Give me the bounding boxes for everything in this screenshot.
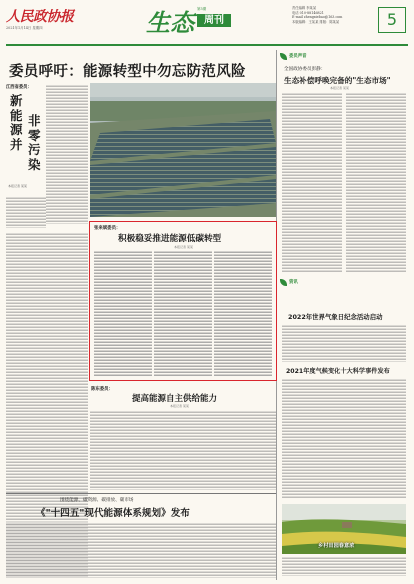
news-brief [280,278,408,578]
feature-title: 积极稳妥推进能源低碳转型 [118,234,222,244]
title-char: 零 [28,127,41,143]
bottom-title: 《"十四五"现代能源体系规划》发布 [36,508,190,519]
masthead [0,0,414,44]
news-item2-title: 2021年度气候变化十大科学事件发布 [286,368,390,375]
page-number: 5 [378,7,406,33]
title-char: 新 [10,93,23,108]
voices-badge-label: 委员声音 [289,54,307,59]
section-badge: 第5期 [197,7,207,11]
photo-caption-text [282,556,406,576]
editor-line: 电话 010-88146821 [292,10,324,15]
editor-line: E-mail zhengxiebao@163.com [292,15,343,19]
right-body-col-2 [346,92,406,272]
news-leaf-icon [280,279,287,286]
left-vertical-title-2 [28,114,42,172]
title-char: 源 [10,122,23,137]
left-kicker: 江西省委员： [6,85,32,90]
bottom-body [6,522,276,578]
feature-kicker: 张来斌委员： [94,226,121,231]
middle-body [90,410,276,490]
left-body-text [46,84,88,224]
photo-caption: 乡村田园春意浓 [318,543,355,549]
editor-line: 本版编辑：王某某 排版：陈某某 [292,19,340,24]
badge-leaf-icon [280,53,287,60]
title-char: 能 [10,107,23,123]
editor-line: 责任编辑 李某某 [292,6,317,10]
right-kicker: 全国政协委员彭静： [284,67,326,72]
news-item1-body [282,324,406,362]
title-char: 污 [28,142,41,157]
left-vertical-title [10,94,24,152]
news-badge-label: 资讯 [289,280,298,285]
feature-body-col-1 [94,250,152,376]
solar-farm-illustration [90,83,276,217]
feature-byline: 本报记者 某某 [174,245,193,249]
left-byline: 本报记者 某某 [8,184,27,188]
title-char: 并 [10,136,23,152]
field-photo [282,504,406,554]
feature-body-col-3 [214,250,272,376]
main-headline: 委员呼吁：能源转型中勿忘防范风险 [9,64,246,80]
editor-block [292,6,370,24]
bottom-kicker: 围绕能源、碳资源、碳排放、碳市场 [60,498,134,503]
date-line: 2021年1月14日 星期四 [6,26,43,30]
bottom-rule [6,493,276,494]
middle-kicker: 陈东委员： [91,387,113,392]
middle-title: 提高能源自主供给能力 [132,394,218,404]
news-badge [280,278,320,287]
right-byline: 本报记者 某某 [330,86,349,90]
news-item1-title: 2022年世界气象日纪念活动启动 [288,313,383,321]
title-char: 非 [28,113,41,128]
voices-badge [280,52,314,61]
paper-name: 人民政协报 [6,9,74,25]
solar-farm-photo [90,83,276,217]
right-title: 生态补偿呼唤完备的"生态市场" [284,76,391,85]
middle-byline: 本报记者 某某 [170,404,189,408]
right-panel [280,52,408,274]
section-title-right: 周刊 [197,14,231,27]
news-item2-body [282,378,406,498]
section-title-left: 生态 [146,8,194,37]
left-body-text-lower [6,196,46,228]
feature-article-box [89,221,277,381]
feature-body-col-2 [154,250,212,376]
right-body-col-1 [282,92,342,272]
title-char: 染 [28,156,41,172]
masthead-rule [6,44,408,46]
